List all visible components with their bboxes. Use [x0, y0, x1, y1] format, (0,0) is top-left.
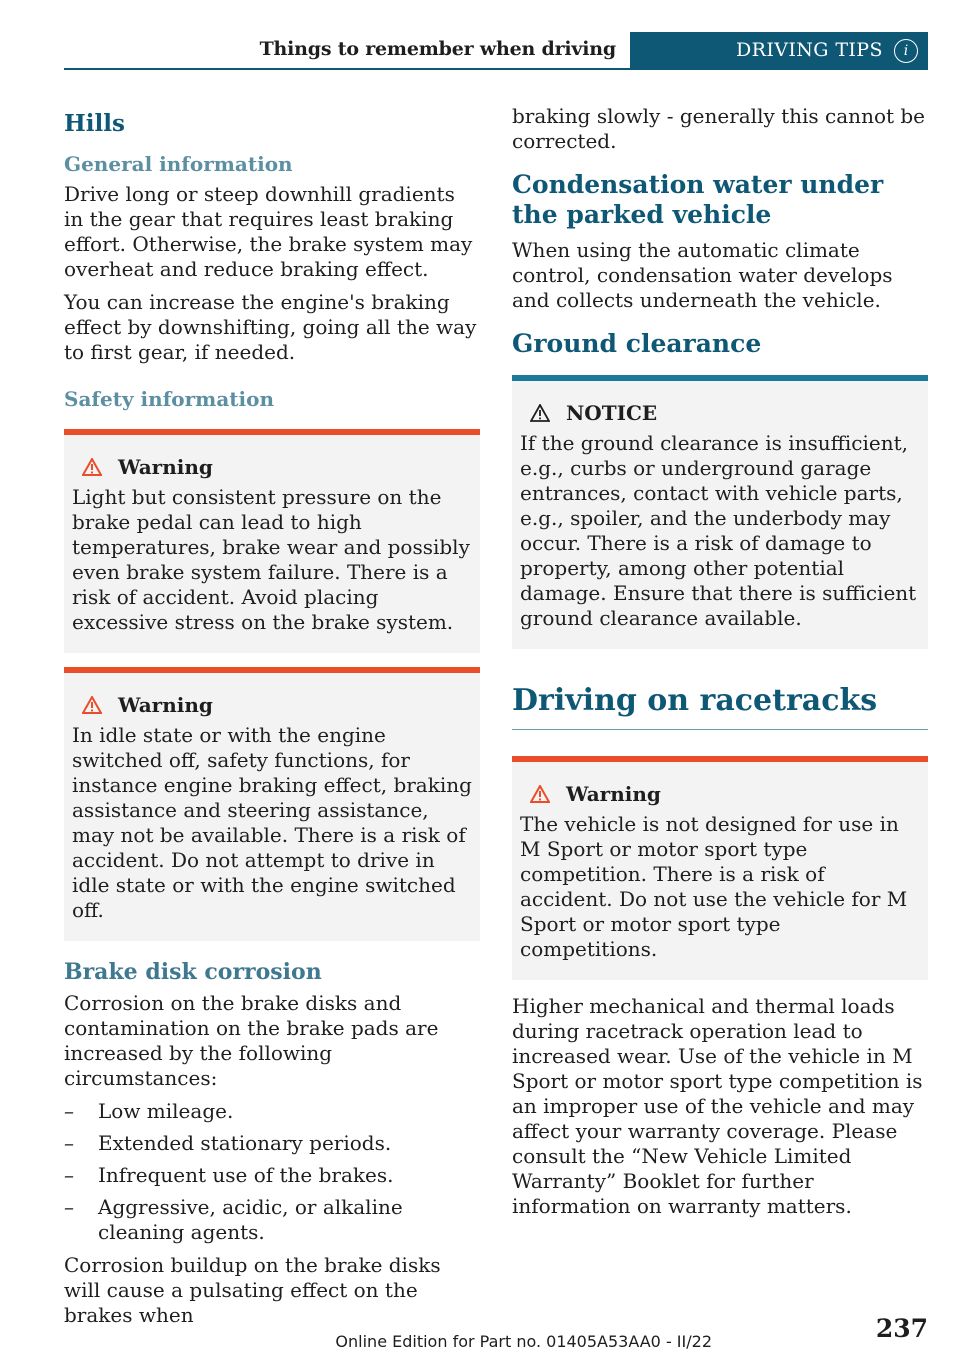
- warning-text-1: Light but consistent pressure on the brake pedal can lead to high temperatures, brake wear and possibly even brake system failure. There is a risk of accident. Avoid placing excessive stress on the brake system.: [72, 485, 470, 634]
- list-item: – Extended stationary periods.: [64, 1131, 392, 1155]
- list-dash: –: [64, 1195, 74, 1219]
- brake-corrosion-heading: Brake disk corrosion: [64, 959, 322, 985]
- notice-triangle-icon: [530, 404, 550, 422]
- page-footer: [0, 1314, 928, 1354]
- section-title: Things to remember when driving: [259, 38, 616, 60]
- corrosion-list: [64, 1099, 480, 1245]
- list-item: – Infrequent use of the brakes.: [64, 1163, 394, 1187]
- right-column: [512, 104, 928, 1227]
- notice-title: [520, 401, 920, 425]
- general-info-heading: General information: [64, 152, 293, 176]
- list-dash: –: [64, 1131, 74, 1155]
- warning-box-2: [64, 667, 480, 941]
- safety-info-heading: Safety information: [64, 387, 275, 411]
- warning-box-3: [512, 756, 928, 980]
- general-paragraph-1: Drive long or steep downhill gradients in the gear that requires least braking effort. Otherwise, the brake system may overheat and reduce braking effect.: [64, 182, 473, 281]
- ground-clearance-heading: Ground clearance: [512, 329, 762, 358]
- hills-heading: Hills: [64, 110, 125, 137]
- warning-title-3: [520, 782, 920, 806]
- page-number: 237: [875, 1314, 928, 1343]
- info-icon: i: [894, 39, 918, 63]
- warning-box-1: [64, 429, 480, 653]
- corrosion-outro: Corrosion buildup on the brake disks will cause a pulsating effect on the brakes when: [64, 1253, 441, 1327]
- warning-text-3: The vehicle is not designed for use in M Sport or motor sport type competition. There is a risk of accident. Do not use the vehicle for M Sport or motor sport type competitions.: [520, 812, 908, 961]
- condensation-text: When using the automatic climate control, condensation water develops and collects underneath the vehicle.: [512, 238, 893, 312]
- list-dash: –: [64, 1099, 74, 1123]
- notice-title-text: NOTICE: [566, 401, 658, 425]
- page-header: [64, 32, 928, 70]
- header-rule: [64, 68, 928, 70]
- list-item: – Low mileage.: [64, 1099, 234, 1123]
- warning-triangle-icon: [82, 696, 102, 714]
- warning-triangle-icon: [530, 785, 550, 803]
- warning-title-text-3: Warning: [566, 782, 661, 806]
- racetracks-text: Higher mechanical and thermal loads during racetrack operation lead to increased wear. Use of the vehicle in M Sport or motor sport type competition is an improper use of the vehicle and may affect your warranty coverage. Please consult the “New Vehicle Limited Warranty” Booklet for further information on warranty matters.: [512, 994, 923, 1218]
- continued-text: braking slowly - generally this cannot be corrected.: [512, 104, 926, 153]
- warning-title-2: [72, 693, 472, 717]
- warning-title-text-2: Warning: [118, 693, 213, 717]
- notice-text: If the ground clearance is insufficient, e.g., curbs or underground garage entrances, contact with vehicle parts, e.g., spoiler, and the underbody may occur. There is a risk of damage to property, among other potential damage. Ensure that there is sufficient ground clearance available.: [520, 431, 917, 630]
- condensation-heading: Condensation water under the parked vehicle: [512, 170, 884, 229]
- warning-text-2: In idle state or with the engine switched off, safety functions, for instance engine braking effect, braking assistance and steering assistance, may not be available. There is a risk of accident. Do not attempt to drive in idle state or with the engine switched off.: [72, 723, 472, 922]
- list-dash: –: [64, 1163, 74, 1187]
- warning-title-1: [72, 455, 472, 479]
- left-column: [64, 104, 480, 1336]
- warning-triangle-icon: [82, 458, 102, 476]
- general-paragraph-2: You can increase the engine's braking effect by downshifting, going all the way to first gear, if needed.: [64, 290, 477, 364]
- edition-text: Online Edition for Part no. 01405A53AA0 - II/22: [335, 1332, 712, 1351]
- corrosion-intro: Corrosion on the brake disks and contamination on the brake pads are increased by the following circumstances:: [64, 991, 439, 1090]
- notice-box: [512, 375, 928, 649]
- chapter-tab: [630, 32, 928, 70]
- list-item: – Aggressive, acidic, or alkaline cleaning agents.: [64, 1195, 403, 1244]
- warning-title-text-1: Warning: [118, 455, 213, 479]
- chapter-title: DRIVING TIPS: [736, 39, 883, 61]
- racetracks-heading: Driving on racetracks: [512, 683, 928, 730]
